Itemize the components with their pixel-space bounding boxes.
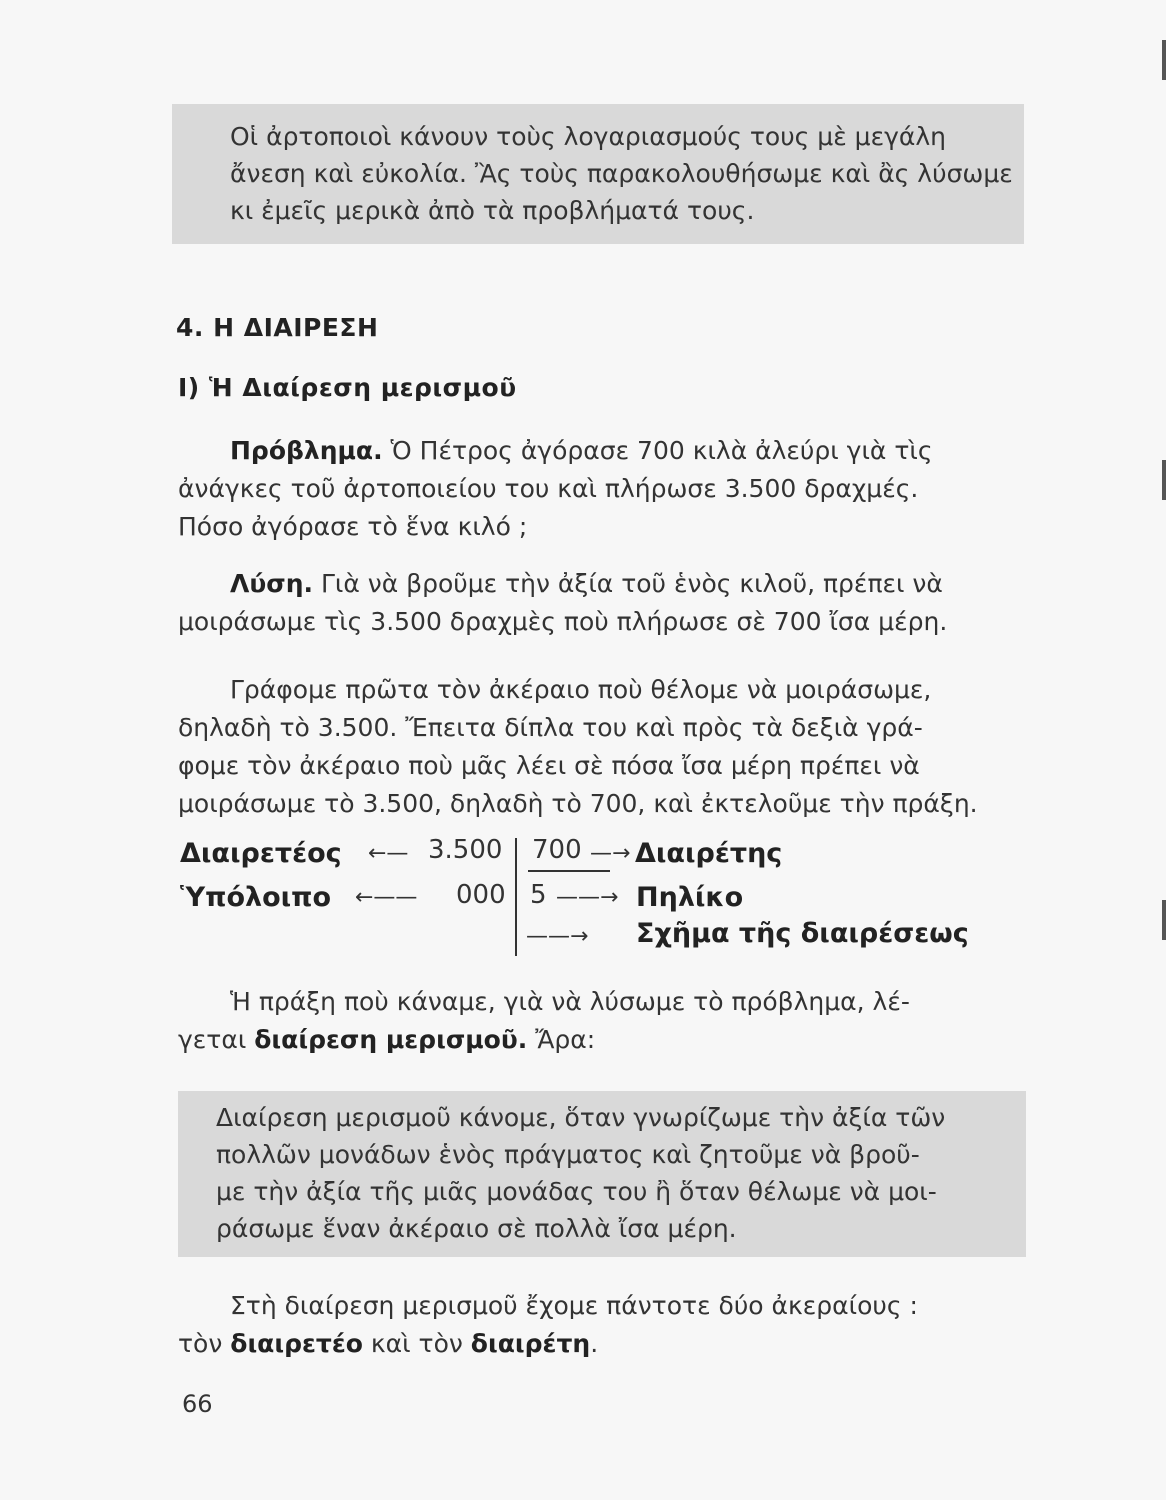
conclusion-paragraph <box>178 983 1028 1059</box>
subsection-title: Ι) Ἡ Διαίρεση μερισμοῦ <box>178 373 517 402</box>
problem-line <box>178 432 1028 470</box>
dividend-term: διαιρετέο <box>230 1329 363 1358</box>
page-number: 66 <box>182 1390 213 1418</box>
solution-text: Γιὰ νὰ βροῦμε τὴν ἀξία τοῦ ἑνὸς κιλοῦ, πρέπει νὰ <box>313 569 943 598</box>
explanation-line: Γράφομε πρῶτα τὸν ἀκέραιο ποὺ θέλομε νὰ μοιράσωμε, <box>230 675 932 704</box>
divisor-value: 700 <box>532 835 582 865</box>
quotient-value: 5 <box>530 880 547 910</box>
scheme-vertical-divider <box>515 838 517 956</box>
terms-text: καὶ τὸν <box>362 1329 471 1358</box>
solution-label: Λύση. <box>230 569 313 598</box>
arrow-left-icon: ←—— <box>355 885 418 910</box>
arrow-left-icon: ←— <box>368 841 409 866</box>
conclusion-text: γεται <box>178 1025 255 1054</box>
page-edge-mark <box>1162 40 1166 80</box>
intro-line: κι ἐμεῖς μερικὰ ἀπὸ τὰ προβλήματά τους. <box>230 196 755 225</box>
division-scheme <box>180 830 1020 960</box>
scheme-label: Σχῆμα τῆς διαιρέσεως <box>636 918 969 949</box>
arrow-right-icon: ——→ <box>556 885 619 910</box>
solution-line: μοιράσωμε τὶς 3.500 δραχμὲς ποὺ πλήρωσε σὲ 700 ἴσα μέρη. <box>178 607 948 636</box>
terms-line: Στὴ διαίρεση μερισμοῦ ἔχομε πάντοτε δύο ἀκεραίους : <box>230 1291 918 1320</box>
arrow-right-icon: ——→ <box>526 924 589 949</box>
dividend-value: 3.500 <box>428 835 503 865</box>
solution-line <box>178 565 1028 603</box>
rule-line: ράσωμε ἕναν ἀκέραιο σὲ πολλὰ ἴσα μέρη. <box>216 1214 737 1243</box>
conclusion-text: Ἄρα: <box>527 1025 596 1054</box>
conclusion-line <box>178 1021 1028 1059</box>
page-edge-mark <box>1162 900 1166 940</box>
rule-line: Διαίρεση μερισμοῦ κάνομε, ὅταν γνωρίζωμε τὴν ἀξία τῶν <box>216 1103 946 1132</box>
solution-paragraph <box>178 565 1028 641</box>
rule-line: πολλῶν μονάδων ἑνὸς πράγματος καὶ ζητοῦμε νὰ βροῦ- <box>216 1140 920 1169</box>
page-edge-mark <box>1162 460 1166 500</box>
explanation-line: φομε τὸν ἀκέραιο ποὺ μᾶς λέει σὲ πόσα ἴσα μέρη πρέπει νὰ <box>178 751 920 780</box>
intro-box <box>172 104 1024 244</box>
terms-line <box>178 1325 1028 1363</box>
problem-text: Ὁ Πέτρος ἀγόρασε 700 κιλὰ ἀλεύρι γιὰ τὶς <box>382 436 933 465</box>
problem-line: Πόσο ἀγόρασε τὸ ἕνα κιλό ; <box>178 512 528 541</box>
conclusion-line: Ἡ πράξη ποὺ κάναμε, γιὰ νὰ λύσωμε τὸ πρόβλημα, λέ- <box>230 987 910 1016</box>
scheme-horizontal-divider <box>528 870 610 872</box>
terms-text: . <box>590 1329 599 1358</box>
intro-line: ἄνεση καὶ εὐκολία. Ἂς τοὺς παρακολουθήσωμε καὶ ἂς λύσωμε <box>230 159 1013 188</box>
explanation-line: μοιράσωμε τὸ 3.500, δηλαδὴ τὸ 700, καὶ ἐκτελοῦμε τὴν πράξη. <box>178 789 978 818</box>
divisor-label: Διαιρέτης <box>635 838 783 869</box>
dividend-label: Διαιρετέος <box>180 838 342 869</box>
section-title: 4. Η ΔΙΑΙΡΕΣΗ <box>176 313 379 342</box>
remainder-value: 000 <box>456 880 506 910</box>
intro-line: Οἱ ἀρτοποιοὶ κάνουν τοὺς λογαριασμούς τους μὲ μεγάλη <box>230 122 947 151</box>
problem-paragraph <box>178 432 1028 546</box>
arrow-right-icon: —→ <box>590 841 631 866</box>
explanation-line: δηλαδὴ τὸ 3.500. Ἔπειτα δίπλα του καὶ πρὸς τὰ δεξιὰ γρά- <box>178 713 923 742</box>
divisor-term: διαιρέτη <box>470 1329 591 1358</box>
remainder-label: Ὑπόλοιπο <box>180 882 332 913</box>
terms-text: τὸν <box>178 1329 231 1358</box>
rule-line: με τὴν ἀξία τῆς μιᾶς μονάδας του ἢ ὅταν θέλωμε νὰ μοι- <box>216 1177 937 1206</box>
quotient-label: Πηλίκο <box>636 882 744 913</box>
problem-label: Πρόβλημα. <box>230 436 383 465</box>
conclusion-term: διαίρεση μερισμοῦ. <box>254 1025 528 1054</box>
explanation-paragraph <box>178 671 1028 823</box>
terms-paragraph <box>178 1287 1028 1363</box>
problem-line: ἀνάγκες τοῦ ἀρτοποιείου του καὶ πλήρωσε 3.500 δραχμές. <box>178 474 919 503</box>
rule-box <box>178 1091 1026 1257</box>
